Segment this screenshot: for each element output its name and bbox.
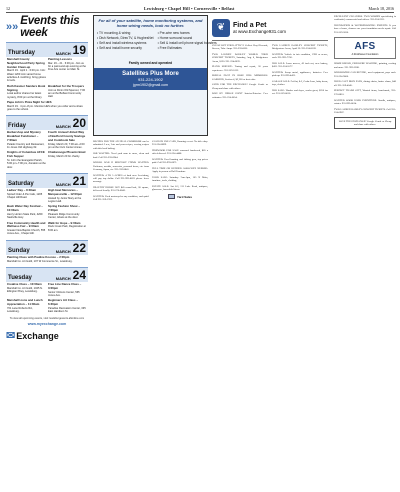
events-days: [6, 42, 88, 314]
page-header: [6, 5, 394, 13]
foundation-logo: AFS: [354, 40, 376, 52]
event-item: [48, 85, 87, 99]
event-title: Ladies' Day – 8:30am: [7, 188, 37, 193]
day-month: MARCH: [55, 51, 71, 56]
event-item: [7, 222, 46, 236]
event-desc: Rock Creek Park, Registration at 8:00 am.: [48, 225, 86, 232]
classified-ad: ESTATE SALE: Sat 8-3, 211 Lake Road, antiques, glassware, household items.: [152, 185, 208, 192]
events-web: www.myexchange.com: [27, 322, 67, 327]
classified-ad: BURIAL PLOT IN ROSE HILL MEMORIAL GARDENS, Section 4, $2,200 or best offer.: [212, 74, 268, 81]
event-desc: Hosted by Junior Mary at the Legion Hall.: [48, 196, 82, 203]
event-item: [48, 189, 87, 203]
day-name: Tuesday: [8, 274, 32, 281]
day-month: MARCH: [55, 275, 71, 281]
event-desc: Pulaski Country and Restaurant, 11 Jones Old Highway 62.: [7, 142, 45, 150]
exchange-logo-text: Exchange: [16, 330, 59, 341]
ad-service-item: • Self and install home security: [97, 45, 142, 50]
event-title: Painting Class with Pauline Koonce – 2:00pm: [7, 254, 70, 259]
ad-service-item: • Sell & install cell phone signal boosters: [157, 40, 217, 45]
classified-ad: WANTED: 4 TO 5 ACRES of land near Lewisburg, will pay top dollar. Call 931-993-6623 please leave message.: [93, 173, 149, 184]
ad-phone: 931-224-1902: [138, 77, 163, 82]
event-item: [7, 101, 87, 111]
event-row: [6, 298, 88, 314]
day-name: Saturday: [8, 181, 34, 188]
event-item: [48, 299, 87, 313]
event-desc: Friday, March 20, 7:00 am–2:00 pm at the Civic Center Annex.: [48, 142, 85, 150]
day-header: [6, 267, 88, 282]
day-number: 21: [72, 174, 86, 189]
classified-ad: CASH ON USE CARS, Running or not. No title okay. 931-224-8899.: [152, 140, 208, 147]
event-row: [6, 255, 88, 264]
events-column: [6, 15, 88, 485]
ad-service-item: • Self and install wireless systems: [97, 40, 147, 45]
event-item: [48, 205, 87, 219]
event-title: Bash Water Day Festival – 10:00am: [7, 204, 43, 213]
event-title: Walk for Hope – 9:00am: [48, 220, 81, 225]
classified-ad: RECIPES FOR THE AN NUAL COOKBOOK can be submitted. I sew, I ate and your recipes, serving recipes with this local baking.: [93, 140, 149, 150]
event-item: [48, 283, 87, 297]
day-header: [6, 42, 88, 57]
ad-service-item: • Free Estimates: [157, 45, 182, 50]
event-title: Marshall Lions and Lunch Appreciation – 11:30am: [7, 298, 43, 306]
classified-ad: FOR SALE: Washer and dryer, works great, $250 for set. 931-359-6610.: [272, 89, 328, 96]
day-header: [6, 115, 88, 130]
ad-service-item: • Dish Network, DirecTV, & HughesNet: [97, 35, 154, 40]
classified-ad: WORLDWIDE CAR BUYING, used equipment, pays cash. 931-224-9060.: [334, 71, 396, 78]
exchange-e-icon: ✉: [6, 330, 16, 343]
event-row: [6, 221, 88, 237]
classified-column-3: [212, 44, 268, 485]
classified-ad: CLEAN OUT YOUR ATTIC? I Collect Vinyl Records, Stereos, Tube Amps. 931-359-6001.: [212, 44, 268, 51]
event-row: [6, 57, 88, 84]
event-row: [6, 188, 88, 204]
find-pet-ad: [212, 15, 328, 41]
events-title: Events this week: [20, 15, 80, 39]
event-item: [7, 256, 87, 263]
event-title: Barbershop and Mystery Breakfast Fundraiser – 7:00am: [7, 130, 41, 142]
classified-ad: GUNS FOR THE EXCHANGE! Google Conde or Cheap and share with others.: [212, 83, 268, 90]
classified-ad: HOME REPAIR, PRESSURE WASHING, painting, roofing and more. 931-993-2288.: [334, 62, 396, 69]
classified-ad: FIREWOOD FOR SALE seasoned hardwood, $65 a rick delivered. 931-224-4488.: [152, 149, 208, 156]
classified-ad: FOUNDATION & WATERPROOFING EXPERTS. If you have a home, chances are your foundation needs repair. Call 931-359-3030.: [334, 24, 396, 34]
classified-ad: FOUR CAST IRON PANS, dining chairs, butter churn, $40 all. 931-359-4045.: [334, 80, 396, 87]
classified-ad: TWO LAUREN DAISLEY WORLD TOUR CONCERT TICKETS, Saturday, Aug. 6, Bridgestone Arena, $120. 931-224-0876.: [212, 53, 268, 63]
ad-email: jgrm1902@gmail.com: [132, 83, 168, 87]
event-row: [6, 204, 88, 220]
classified-ad: WANTED: Vehicle in fair condition, 1990 or newer, cash. 931-993-7700.: [272, 53, 328, 60]
event-item: [48, 222, 87, 236]
event-title: Chattanooga Phoenix Bowl: [48, 150, 86, 155]
event-title: High Heel Memories – Marquessville – 12:00pm: [48, 188, 83, 196]
yard-sales-label: Yard Sales: [152, 194, 208, 199]
event-title: Free Community Health and Wellness Fair – 9:00am: [7, 220, 46, 229]
ad-company: Satellites Plus More: [122, 71, 179, 77]
satellite-ad: [93, 15, 217, 136]
yard-sign-icon: [168, 194, 175, 199]
event-item: [7, 151, 46, 169]
event-desc: Paradise Recreation Center, 335 East Hardison St.: [48, 306, 86, 314]
event-desc: Senior Citizens Center, 565 Jones Ave.: [48, 290, 80, 297]
event-item: [7, 299, 46, 313]
event-desc: Marshall Co. Art Guild, 1045 N. Ellington Pkwy, Lewisburg.: [7, 286, 43, 294]
event-item: [48, 131, 87, 149]
event-desc: Marshall Co. Art Guild, 107 W Commerce St., Lewisburg.: [7, 259, 73, 263]
classified-ad: WANTED GOOD USED FURNITURE. Smalls, antiques, estates. 931-993-6614.: [334, 98, 396, 105]
ad-band: [94, 68, 207, 90]
day-number: 22: [72, 240, 86, 255]
event-desc: March 19 · April 1 · 6:00 pm. Info: Water 1200 Join varied home activities & mulching; bring gloves & tools.: [7, 69, 46, 83]
foundation-ad: [334, 37, 396, 59]
event-title: Beginners Art Class – 6:30pm: [48, 298, 78, 306]
event-row: [6, 130, 88, 150]
pet-title: Find a Pet: [233, 21, 267, 29]
event-row: [6, 150, 88, 170]
pet-url: at www.Exchange931.com: [233, 28, 287, 34]
classified-ad: FULL TIME ON RUNNER ASSOCIATE NEEDED. Apply in person at Hall Furniture.: [152, 167, 208, 174]
classified-ad: WORLD WAR II MILITARY ITEMS WANTED. Uniforms, medals, souvenirs, personal items, etc. from Germany, Japan, etc. 931-359-8841.: [93, 161, 149, 171]
classified-ad: TWO LAUREN DAISLEY CONCERT TICKETS, Bridgestone Arena, April 30. 931-224-8109.: [272, 44, 328, 51]
event-title: Breakfast for the Troopers: [48, 83, 85, 88]
day-header: [6, 240, 88, 255]
event-row: [6, 84, 88, 100]
event-title: Creative Class – 10:00am: [7, 281, 42, 286]
day-name: Sunday: [8, 247, 30, 254]
exchange-logo: [6, 329, 88, 342]
event-title: Spring Fashion Show – 2:00pm: [48, 204, 80, 213]
ad-list-right: [158, 31, 217, 59]
event-title: Marshall County Neighborhood Party Spring Garden Clean-up: [7, 57, 45, 69]
classified-ad: PIANO SERVICE: Tuning and repair, 30 years experience. 931-359-1022.: [212, 65, 268, 72]
classified-ad: WANTED: Used motorcycles any condition, cash paid. Call 931-359-1922.: [93, 195, 149, 202]
day-month: MARCH: [55, 182, 71, 188]
event-desc: St. John the Evangelist Parish, 5:00 pm–7:00 pm, donation at the door.: [7, 159, 46, 169]
classified-ad: PERFECT TRADE GIFT, Wanted items, hand-made, 931-270-8810.: [334, 89, 396, 96]
event-desc: Local author shares her latest mystery, 8:00 pm at the library.: [7, 92, 43, 99]
classified-column-2: [152, 140, 208, 485]
event-item: [7, 58, 46, 83]
classified-ad: TWO LAUREN DAISLEY CONCERT TICKETS. Call 931-224-0987.: [334, 107, 396, 114]
event-title: Papa John's Pizza Night for HES: [7, 99, 52, 104]
issue-date: March 18, 2016: [368, 6, 394, 11]
paw-icon: ❦: [212, 19, 230, 37]
event-desc: March 19 · 4 pm–8 pm. Mention HES when you order and a share goes to the school.: [7, 104, 83, 112]
ad-service-item: • Home surround sound: [157, 35, 193, 40]
day-month: MARCH: [55, 248, 71, 254]
day-name: Friday: [8, 123, 27, 130]
event-row: [6, 282, 88, 298]
event-item: [7, 85, 46, 99]
ad-headline: For all of your satellite, home monitoring systems, and home wiring needs, look no further.: [98, 18, 203, 28]
day-name: Thursday: [8, 50, 36, 56]
day-month: MARCH: [55, 124, 71, 130]
event-desc: Join us Dimin Old Spencer, 7:00 am at the Belfast Community Hall.: [48, 88, 86, 99]
classified-ad: WANTED: Used hunting and fishing gear, top prices paid. Call 931-993-0871.: [152, 158, 208, 165]
classified-ad: DON BY HEDGE PAINT Interior/Exterior. Free estimates. 931-224-6654.: [212, 92, 268, 99]
day-number: 24: [72, 267, 86, 282]
event-title: Fourth Annual United Way of Bedford County Savings and Cookbook Sale: [48, 130, 86, 142]
event-item: [7, 131, 46, 149]
event-desc: Mar. 19 – 21 · 6:30 pm. Join us for a paint-and-sip evening at the Fine Arts center on Main St.: [48, 61, 86, 72]
event-row: [6, 100, 88, 112]
ad-family: Family owned and operated: [128, 61, 173, 65]
ad-services: [94, 30, 217, 60]
day-number: 19: [72, 43, 86, 57]
classified-ad: JOB WANTED: Need yard man to mow, clean and haul. Call 931-359-0944.: [93, 152, 149, 159]
event-title: Free Line Dance Class – 3:00pm: [48, 281, 82, 290]
classified-ad: WANTED: Scrap metal, appliances, batteries. Free pick-up. 931-993-4422.: [272, 71, 328, 78]
day-number: 20: [72, 116, 86, 131]
event-desc: Friday, March 20 for charity.: [48, 155, 80, 159]
ad-service-item: • TV mounting & wiring: [97, 31, 131, 35]
classified-column-4: [272, 44, 328, 485]
foundation-tagline: A Rockhaven Foundation: [351, 53, 379, 57]
event-item: [7, 189, 46, 203]
event-item: [48, 58, 87, 83]
event-desc: Pleasant Ridge Community Center, tickets at the door.: [48, 212, 80, 220]
event-desc: Greater New Baptist Church, 555 Jones Ave., Chapel Hill.: [7, 229, 46, 236]
day-header: [6, 173, 88, 188]
page-number: 12: [6, 6, 10, 11]
event-item: [48, 151, 87, 169]
classified-ad: EXCELLENT CLEANERS. TWO WOMEN specializing in residential, commercial and offices. 931-224-2211.: [334, 15, 396, 22]
event-item: [7, 205, 46, 219]
event-title: Knights of Columbus AFCE Fish Supper: [7, 150, 45, 159]
classified-column-5: [334, 15, 396, 485]
event-desc: Spiced Cider & Pie Cafe, 1205 Chapel Hill Road.: [7, 192, 43, 200]
events-note: To view all upcoming events, visit: lewisburgevents.aftonline.com: [9, 317, 85, 321]
event-title: Painting Lessons: [48, 57, 72, 61]
classified-column-1: [93, 140, 149, 485]
classified-ad: FOR SALE: Lawn mower, 42 inch cut, new battery, $425. 931-224-5577.: [272, 62, 328, 69]
event-title: Ruth Kasmer Sanders Book Signing: [7, 83, 46, 92]
events-title-block: [6, 15, 88, 39]
love-exchange-box: LOVE THE EXCHANGE? Google Conde or Cheap and share with others.: [334, 117, 396, 130]
event-item: [7, 283, 46, 297]
classified-ad: HEALTHY HORSE HAY $45 round bale, $5 square, delivered locally. 931-270-8842.: [93, 186, 149, 193]
paper-name: Lewisburg • Chapel Hill • Cornersville • Belfast: [143, 6, 235, 11]
classified-ad: YARD SALE: Saturday 7am-1pm, 105 N Main, furniture, tools, clothing.: [152, 176, 208, 183]
ad-list-left: [97, 31, 154, 59]
event-desc: Henry Horton State Park, 4209 Nashville Hwy.: [7, 212, 43, 220]
classified-ad: GARAGE SALE: Fri-Sat, 8-2, Cedar Lane, baby items, toys, clothes.: [272, 80, 328, 87]
ad-service-item: • Pre-wire new homes: [157, 31, 190, 35]
event-desc: 701 Lane Roberts Rd., Lewisburg.: [7, 306, 34, 314]
arrows-icon: »»: [6, 20, 19, 33]
